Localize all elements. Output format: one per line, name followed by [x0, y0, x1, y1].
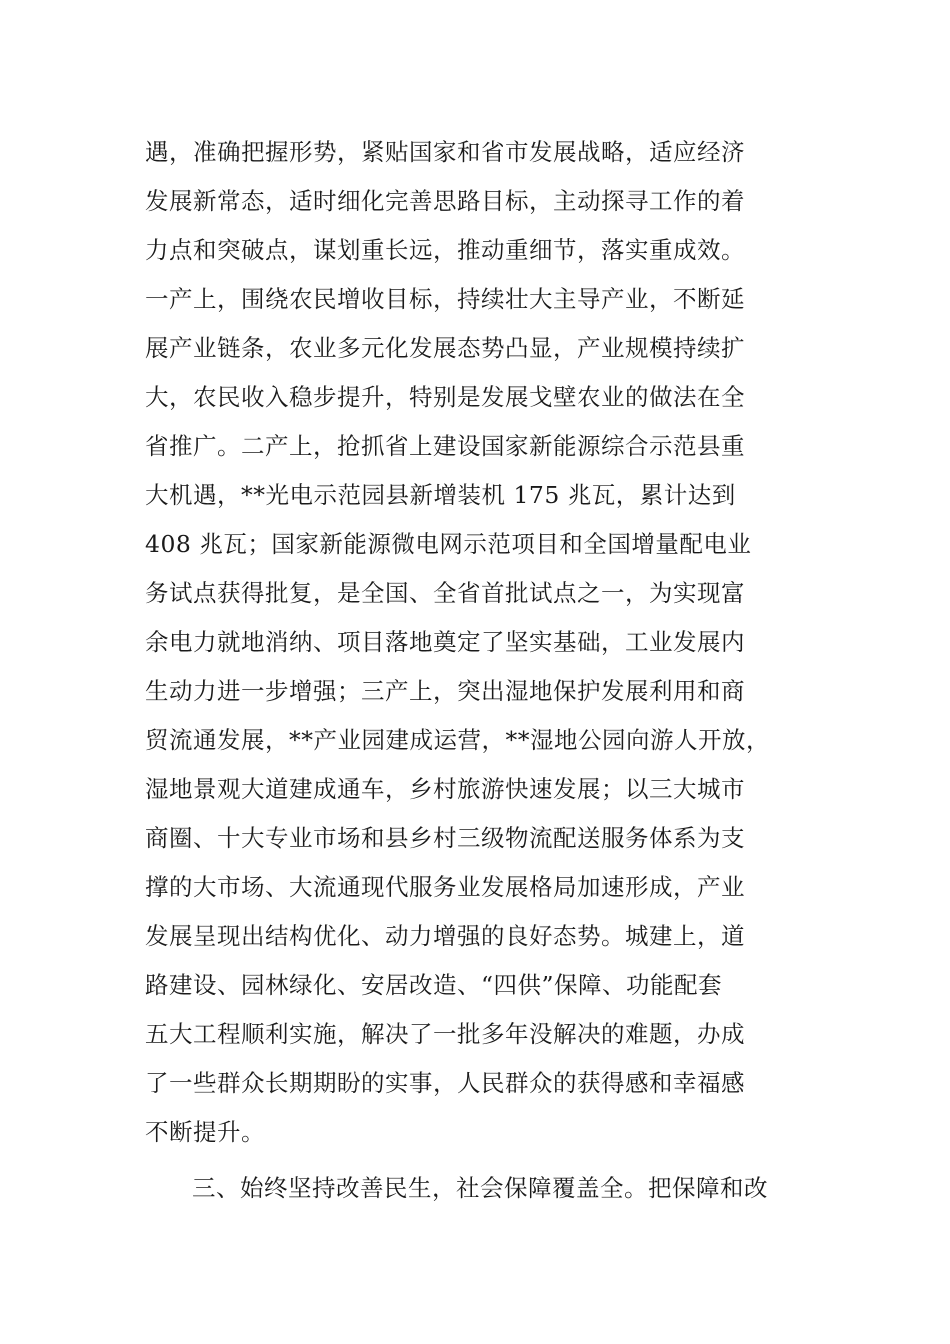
text-line: 省推广。二产上，抢抓省上建设国家新能源综合示范县重: [145, 432, 745, 460]
text-line: 务试点获得批复，是全国、全省首批试点之一，为实现富: [145, 579, 745, 607]
text-line: 生动力进一步增强；三产上，突出湿地保护发展利用和商: [145, 677, 745, 705]
text-line: 不断提升。: [145, 1118, 265, 1146]
paragraph: [145, 1164, 825, 1213]
text-line: 路建设、园林绿化、安居改造、“四供”保障、功能配套: [145, 971, 723, 999]
text-line: 商圈、十大专业市场和县乡村三级物流配送服务体系为支: [145, 824, 745, 852]
text-line: 一产上，围绕农民增收目标，持续壮大主导产业，不断延: [145, 285, 745, 313]
text-line: 力点和突破点，谋划重长远，推动重细节，落实重成效。: [145, 236, 745, 264]
text-line: 发展呈现出结构优化、动力增强的良好态势。城建上，道: [145, 922, 745, 950]
text-line: 贸流通发展，**产业园建成运营，**湿地公园向游人开放，: [145, 726, 770, 754]
paragraph: [145, 128, 825, 1157]
text-line: 大，农民收入稳步提升，特别是发展戈壁农业的做法在全: [145, 383, 745, 411]
text-line: 了一些群众长期期盼的实事，人民群众的获得感和幸福感: [145, 1069, 745, 1097]
body-text: [145, 128, 825, 1213]
text-line: 遇，准确把握形势，紧贴国家和省市发展战略，适应经济: [145, 138, 745, 166]
paragraph-gap: [145, 1157, 825, 1164]
text-line: 余电力就地消纳、项目落地奠定了坚实基础，工业发展内: [145, 628, 745, 656]
text-line: 五大工程顺利实施，解决了一批多年没解决的难题，办成: [145, 1020, 745, 1048]
text-line: 大机遇，**光电示范园县新增装机 175 兆瓦，累计达到: [145, 481, 736, 509]
text-line: 展产业链条，农业多元化发展态势凸显，产业规模持续扩: [145, 334, 745, 362]
text-line: 发展新常态，适时细化完善思路目标，主动探寻工作的着: [145, 187, 745, 215]
text-line: 湿地景观大道建成通车，乡村旅游快速发展；以三大城市: [145, 775, 745, 803]
section-heading-line: 三、始终坚持改善民生，社会保障覆盖全。把保障和改: [192, 1174, 768, 1202]
text-line: 撑的大市场、大流通现代服务业发展格局加速形成，产业: [145, 873, 745, 901]
text-line: 408 兆瓦；国家新能源微电网示范项目和全国增量配电业: [145, 530, 752, 558]
